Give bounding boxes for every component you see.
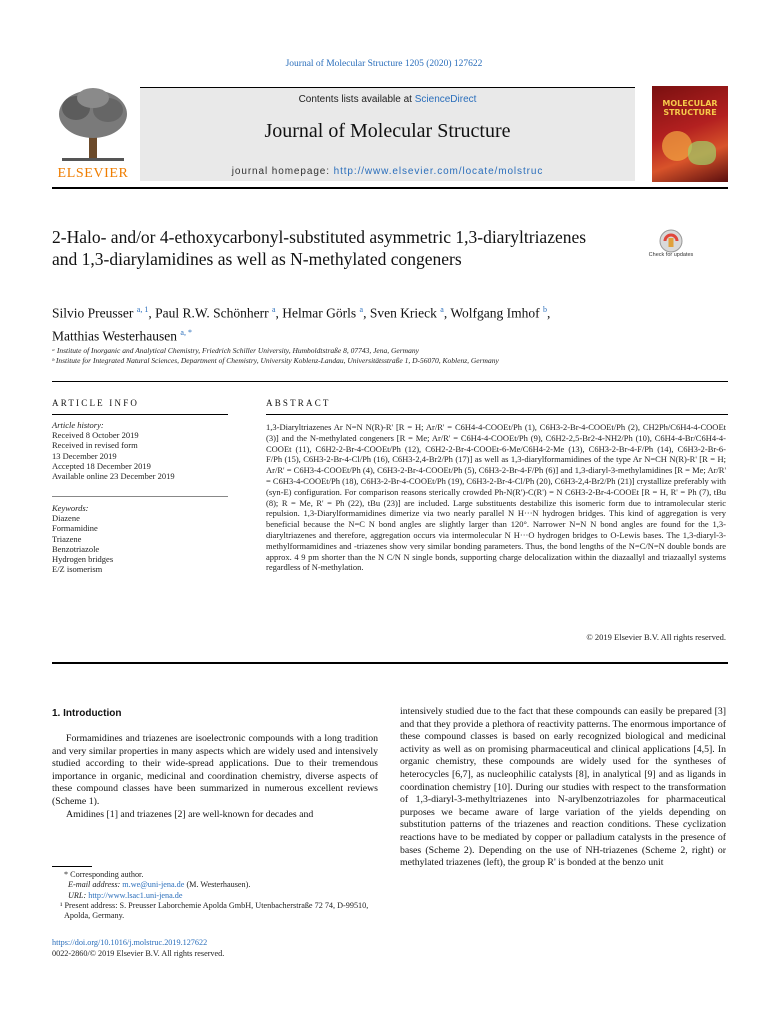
author-name[interactable]: Matthias Westerhausen xyxy=(52,328,178,343)
keyword: E/Z isomerism xyxy=(52,564,103,575)
url-link[interactable]: http://www.lsac1.uni-jena.de xyxy=(88,890,183,900)
intro-paragraph: Amidines [1] and triazenes [2] are well-known for decades and xyxy=(66,808,314,820)
history-label: Article history: xyxy=(52,420,104,430)
footnote-rule xyxy=(52,866,92,867)
homepage-label: journal homepage: xyxy=(231,166,334,177)
abstract-text: 1,3-Diaryltriazenes Ar N=N N(R)-R' [R = H; Ar/R' = C6H4-4-COOEt/Ph (1), C6H3-2-Br-4-COOEt/Ph (2), CH2Ph/C6H4-4-COOEt (3)] and the N-methylated congeners [R = Me; Ar/R' = C6H4-4-COOEt/Ph (9), C6H2-2,5-Br2-4-NH2/Ph (10), C6H4-4-Br/C6H4-4-COOEt (11), C6H2-2-Br-4-COOEt/Ph (12), C6H2-2-Br-4-COOEt-6-Me/C6H4-2-Me (13), C6H3-2-Br-4-F/Ph (14), C6H3-2-Br-6-F/Ph (15), C6H3-2-Br-4-Cl/Ph (16), C6H3-2,4-Br2/Ph (17)] as well as 1,3-diarylformamidines of the type Ar N=CH N(R)-R' [R = H; Ar/R' = C6H3-4-COOEt/Ph (4), C6H3-2-Br-4-COOEt/Ph (5), C6H3-2-Br-4-F/Ph (6)] and 1,3-diaryl-3-methylamidines [R = Me; Ar/R' = C6H3-4-COOEt/Ph (18), C6H3-2-Br-4-COOEt/Ph (19), C6H3-2-Br-4-Cl/Ph (20), C6H3-2,4-Br2/Ph (21)] crystallize preferably with (syn-E) configuration. For comparison reasons sterically crowded Ph-N(R')-C(R') = N C6H3-2-Br-4-COOEt [R = H, R' = Ph (7), tBu (8); R = Me, R' = Ph (22), tBu (23)] are included. Large substituents destabilize this isomeric form due to intramolecular steric repulsion. 1,3-Diarylformamidines dimerize via two nearly parallel N H···N hydrogen bridges. This kind of aggregation is very beneficial because the N=C N bond angles are slightly larger than 120°. Narrower N=N N bond angles are found for the 1,3-diaryltriazenes and therefore, aggregation occurs via intermolecular N H···O hydrogen bridges to O-Lewis bases. The 1,3-diaryl-3-methylformamidines and -triazenes show very similar bonding parameters. Thus, the bond lengths of the N=C/N=N double bonds are approx. 4 9 pm shorter than the N C/N N single bonds, supporting charge delocalization within the diazaallyl and triazaallyl systems regardless of N-methylation. xyxy=(266,422,726,573)
affiliation-b: ᵇ Institute for Integrated Natural Sciences, Department of Chemistry, University Koblenz-Landau, Universitätsstraße 1, D-56070, Koblenz, Germany xyxy=(52,356,499,365)
article-title: 2-Halo- and/or 4-ethoxycarbonyl-substituted asymmetric 1,3-diaryltriazenes and 1,3-diarylamidines as well as N-methylated congeners xyxy=(52,227,587,269)
author-name[interactable]: Helmar Görls xyxy=(282,305,357,321)
keywords-block xyxy=(52,503,228,574)
present-address-note: ¹ Present address: S. Preusser Laborchemie Apolda GmbH, Utenbacherstraße 72 74, D-99510, Apolda, Germany. xyxy=(60,900,369,921)
introduction-heading: 1. Introduction xyxy=(52,708,122,719)
author-name[interactable]: Paul R.W. Schönherr xyxy=(155,305,269,321)
intro-left-column xyxy=(52,733,378,821)
intro-paragraph: Formamidines and triazenes are isoelectronic compounds with a long tradition and very similar properties in many aspects which are widely used and intensively studied according to their wide-spread applications. Due to their tremendous importance in organic, medicinal and coordination chemistry, diverse aspects of these compound classes have been summarized in numerous excellent reviews (Scheme 1). xyxy=(52,733,378,807)
author-name[interactable]: Wolfgang Imhof xyxy=(450,305,540,321)
article-history xyxy=(52,420,228,481)
affiliation-a: ᵃ Institute of Inorganic and Analytical Chemistry, Friedrich Schiller University, Humboldtstraße 8, 07743, Jena, Germany xyxy=(52,346,419,355)
issn-line: 0022-2860/© 2019 Elsevier B.V. All rights reserved. xyxy=(52,949,225,958)
email-suffix: (M. Westerhausen). xyxy=(184,880,251,890)
history-item: Received in revised form xyxy=(52,440,138,451)
article-info-rule xyxy=(52,414,228,415)
journal-cover-thumbnail[interactable] xyxy=(652,86,728,182)
cover-title: MOLECULAR STRUCTURE xyxy=(662,99,718,117)
keyword: Formamidine xyxy=(52,523,98,534)
author-marks[interactable]: a xyxy=(440,305,444,314)
homepage-link[interactable]: http://www.elsevier.com/locate/molstruc xyxy=(333,166,544,177)
author-list: Silvio Preusser $^{a, 1}$, Paul R.W. Schönherr $^a$, Helmar Görls $^a$, Sven Krieck $^a$, Wolfgang Imhof $^b$, Matthias Westerhausen $^{a, *}$ xyxy=(52,305,551,343)
keyword: Benzotriazole xyxy=(52,543,100,554)
corresponding-author-note: * Corresponding author. xyxy=(64,870,144,879)
contents-prefix: Contents lists available at xyxy=(298,94,415,105)
url-label: URL: xyxy=(68,890,89,900)
author-marks[interactable]: b xyxy=(543,305,548,314)
email-label: E-mail address: xyxy=(68,880,123,890)
keyword: Hydrogen bridges xyxy=(52,554,114,565)
author-marks[interactable]: a xyxy=(359,305,364,314)
abstract-rule xyxy=(266,414,728,415)
section-divider xyxy=(52,662,728,664)
doi-block xyxy=(52,937,224,959)
journal-homepage xyxy=(140,166,635,177)
keywords-rule xyxy=(52,496,228,497)
history-item: Received 8 October 2019 xyxy=(52,430,139,441)
history-item: Available online 23 December 2019 xyxy=(52,471,175,482)
header-bottom-rule xyxy=(52,187,728,189)
check-for-updates-label[interactable]: Check for updates xyxy=(648,252,694,258)
author-name[interactable]: Silvio Preusser xyxy=(52,305,134,321)
intro-right-column xyxy=(400,706,726,870)
footnotes xyxy=(52,870,382,921)
keyword: Triazene xyxy=(52,533,82,544)
elsevier-wordmark: ELSEVIER xyxy=(57,166,129,181)
journal-title: Journal of Molecular Structure xyxy=(264,120,511,142)
history-item: 13 December 2019 xyxy=(52,450,117,461)
sciencedirect-link[interactable]: ScienceDirect xyxy=(414,94,477,105)
doi-link[interactable]: https://doi.org/10.1016/j.molstruc.2019.127622 xyxy=(52,938,208,947)
check-for-updates-icon[interactable] xyxy=(651,229,691,269)
author-marks[interactable]: a, * xyxy=(180,327,192,337)
section-divider xyxy=(52,381,728,382)
keyword: Diazene xyxy=(52,513,80,524)
cover-art-shape xyxy=(688,141,716,165)
author-marks[interactable]: a, 1 xyxy=(136,305,149,314)
abstract-heading: ABSTRACT xyxy=(266,398,331,408)
email-link[interactable]: m.we@uni-jena.de xyxy=(122,880,185,890)
abstract-copyright: © 2019 Elsevier B.V. All rights reserved. xyxy=(586,632,726,642)
journal-citation[interactable]: Journal of Molecular Structure 1205 (2020) 127622 xyxy=(285,59,483,69)
keywords-label: Keywords: xyxy=(52,503,89,513)
contents-line xyxy=(140,94,635,105)
author-marks[interactable]: a xyxy=(271,305,276,314)
article-info-heading: ARTICLE INFO xyxy=(52,398,140,408)
history-item: Accepted 18 December 2019 xyxy=(52,460,151,471)
author-name[interactable]: Sven Krieck xyxy=(369,305,437,321)
intro-paragraph: intensively studied due to the fact that these compounds can easily be prepared [3] and that they provide a plethora of reactivity patterns. The enormous importance of these compound classes is based on early recognized biological and medicinal activity as well as on promising pharmaceutical and clinical applications [4,5]. In organic chemistry, these compounds are widely used for the syntheses of heterocycles [6,7], as nucleophilic catalysts [8], in analytical [9] and as ligands in coordination chemistry [10]. During our studies with respect to the transformation of 1,3-diaryl-3-methyltriazenes into N-arylbenzotriazoles for pharmaceutical purposes we became aware of large variation of the yields depending on substitution patterns of the triazenes and reaction conditions. These cyclization reactions have to be mediated by copper or palladium catalysts in the presence of bases (Scheme 2). Depending on the use of NH-triazenes (Scheme 2, right) or methylated triazenes (left), the group R' is bonded at the benzo unit xyxy=(400,706,726,869)
